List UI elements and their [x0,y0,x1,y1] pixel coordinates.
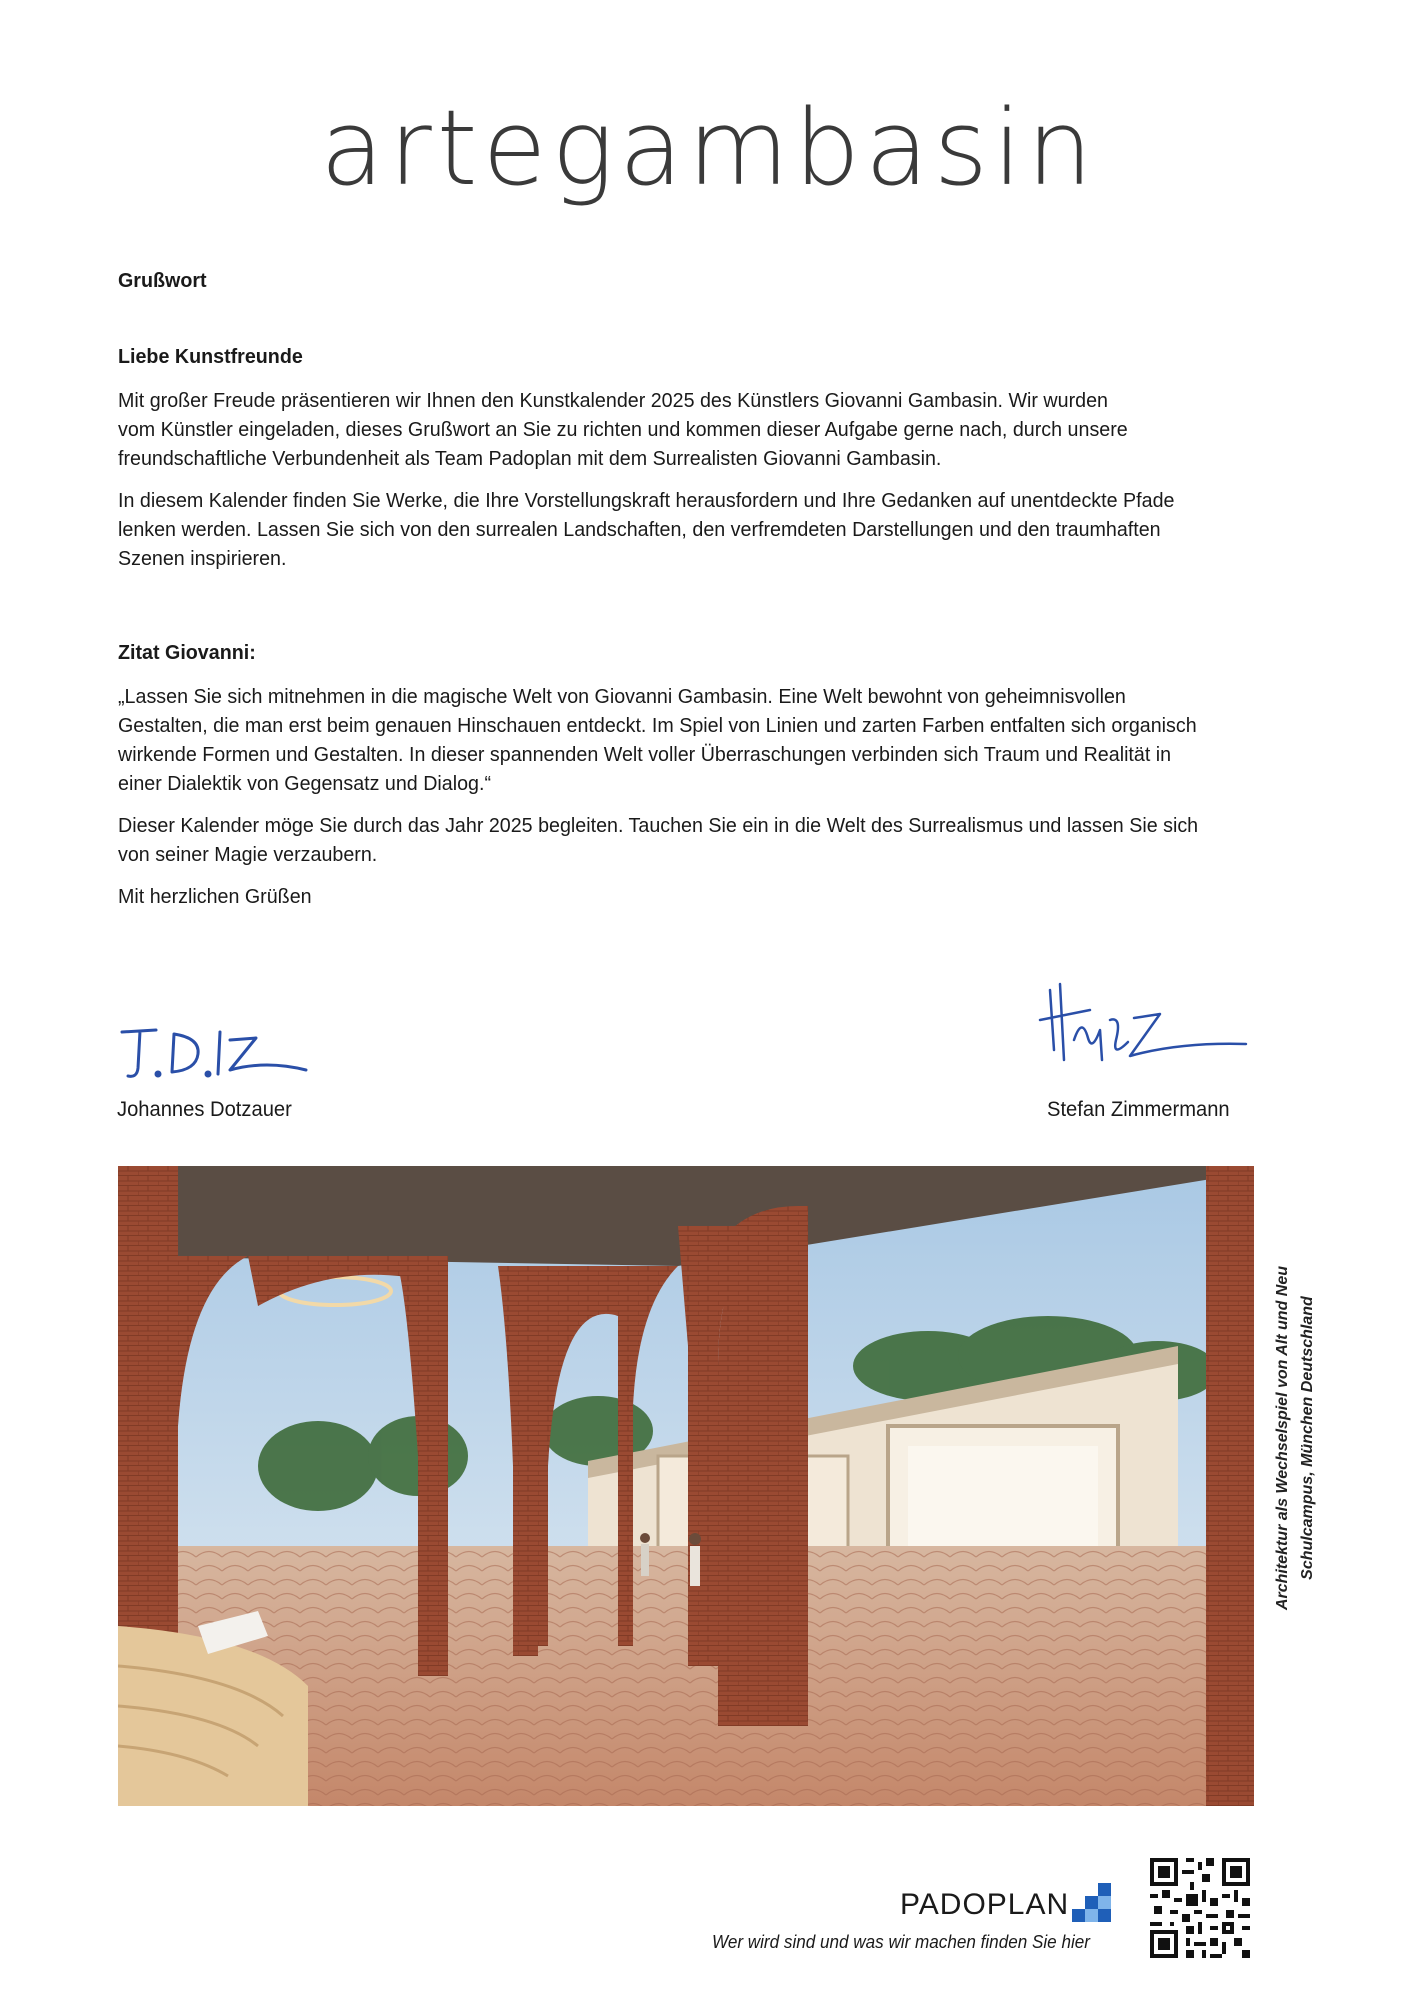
quote-line: Gestalten, die man erst beim genauen Hinschauen entdeckt. Im Spiel von Linien und zarten Farben entfalten sich organisch [118,714,1197,737]
letter-closing: Mit herzlichen Grüßen [118,885,312,908]
architecture-photo [118,1166,1254,1806]
letter-heading: Grußwort [118,269,207,292]
paragraph-line: lenken werden. Lassen Sie sich von den surrealen Landschaften, den verfremdeten Darstellungen und den traumhaften [118,518,1161,541]
paragraph-line: Szenen inspirieren. [118,547,287,570]
padoplan-brand: PADOPLAN [900,1888,1070,1921]
signature-dotzauer [116,1026,326,1092]
qr-code-icon[interactable] [1150,1858,1250,1958]
quote-heading: Zitat Giovanni: [118,641,256,664]
footer-tagline: Wer wird sind und was wir machen finden Sie hier [712,1932,1090,1952]
paragraph-line: Mit großer Freude präsentieren wir Ihnen den Kunstkalender 2025 des Künstlers Giovanni Gambasin. Wir wurden [118,389,1108,412]
caption-line: Architektur als Wechselspiel von Alt und Neu [1274,1265,1291,1611]
paragraph-line: In diesem Kalender finden Sie Werke, die Ihre Vorstellungskraft herausfordern und Ihre Gedanken auf unentdeckte Pfade [118,489,1175,512]
paragraph-line: Dieser Kalender möge Sie durch das Jahr 2025 begleiten. Tauchen Sie ein in die Welt des Surrealismus und lassen Sie sich [118,814,1199,837]
photo-caption [1264,1248,1336,1628]
signature-name-right: Stefan Zimmermann [1047,1098,1230,1121]
letter-salutation: Liebe Kunstfreunde [118,345,303,368]
logo-wordmark: artegambasin [320,87,1098,209]
letter-body [118,266,1270,911]
quote-line: einer Dialektik von Gegensatz und Dialog.“ [118,772,492,795]
paragraph-line: von seiner Magie verzaubern. [118,843,378,866]
paragraph-line: freundschaftliche Verbundenheit als Team Padoplan mit dem Surrealisten Giovanni Gambasin. [118,447,942,470]
paragraph-line: vom Künstler eingeladen, dieses Grußwort an Sie zu richten und kommen dieser Aufgabe gerne nach, durch unsere [118,418,1128,441]
quote-line: „Lassen Sie sich mitnehmen in die magische Welt von Giovanni Gambasin. Eine Welt bewohnt von geheimnisvollen [118,685,1126,708]
signature-name-left: Johannes Dotzauer [117,1098,292,1121]
padoplan-logo-icon [1072,1883,1112,1923]
caption-line: Schulcampus, München Deutschland [1299,1296,1316,1580]
quote-line: wirkende Formen und Gestalten. In dieser spannenden Welt voller Überraschungen verbinden sich Traum und Realität in [118,743,1172,766]
signature-zimmermann [1030,980,1260,1090]
